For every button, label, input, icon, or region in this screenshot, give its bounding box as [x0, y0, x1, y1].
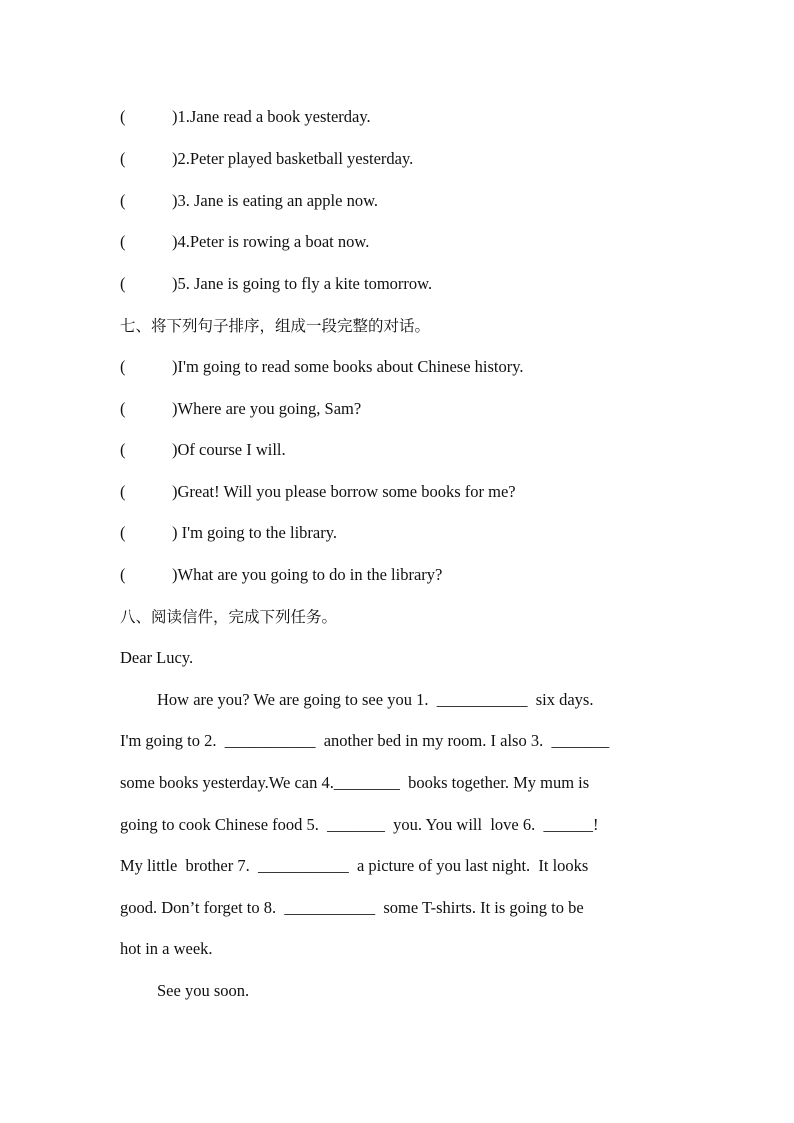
judge-item-text: )4.Peter is rowing a boat now. — [172, 232, 370, 251]
order-item-5 — [120, 523, 337, 543]
order-item-text: )What are you going to do in the library? — [172, 565, 443, 584]
letter-line-1: How are you? We are going to see you 1. ___________ six days. — [157, 690, 594, 709]
answer-blank[interactable]: ( — [120, 523, 126, 542]
order-item-text: )Of course I will. — [172, 440, 286, 459]
letter-closing: See you soon. — [157, 981, 250, 1000]
answer-blank[interactable]: ( — [120, 149, 126, 168]
answer-blank[interactable]: ( — [120, 107, 126, 126]
judge-item-text: )1.Jane read a book yesterday. — [172, 107, 371, 126]
letter-line-5: My little brother 7. ___________ a picture of you last night. It looks — [120, 856, 589, 875]
order-item-4 — [120, 482, 516, 502]
answer-blank[interactable]: ( — [120, 482, 126, 501]
answer-blank[interactable]: ( — [120, 399, 126, 418]
letter-line-3: some books yesterday.We can 4.________ books together. My mum is — [120, 773, 590, 792]
section-7-heading: 七、将下列句子排序，组成一段完整的对话。 — [120, 317, 431, 335]
judge-item-1 — [120, 107, 371, 127]
answer-blank[interactable]: ( — [120, 274, 126, 293]
order-item-text: )I'm going to read some books about Chinese history. — [172, 357, 524, 376]
order-item-text: )Great! Will you please borrow some books for me? — [172, 482, 516, 501]
answer-blank[interactable]: ( — [120, 232, 126, 251]
order-item-3 — [120, 440, 286, 460]
letter-line-4: going to cook Chinese food 5. _______ you. You will love 6. ______! — [120, 815, 599, 834]
order-item-text: )Where are you going, Sam? — [172, 399, 362, 418]
judge-item-4 — [120, 232, 369, 252]
judge-item-text: )3. Jane is eating an apple now. — [172, 191, 379, 210]
letter-line-6: good. Don’t forget to 8. ___________ some T-shirts. It is going to be — [120, 898, 584, 917]
letter-line-2: I'm going to 2. ___________ another bed in my room. I also 3. _______ — [120, 731, 610, 750]
judge-item-3 — [120, 191, 378, 211]
order-item-1 — [120, 357, 524, 377]
answer-blank[interactable]: ( — [120, 191, 126, 210]
answer-blank[interactable]: ( — [120, 357, 126, 376]
letter-line-7: hot in a week. — [120, 939, 213, 958]
order-item-text: ) I'm going to the library. — [172, 523, 338, 542]
judge-item-text: )5. Jane is going to fly a kite tomorrow. — [172, 274, 433, 293]
judge-item-5 — [120, 274, 432, 294]
section-8-heading: 八、阅读信件，完成下列任务。 — [120, 608, 338, 626]
letter-salutation: Dear Lucy. — [120, 648, 194, 667]
judge-item-2 — [120, 149, 413, 169]
judge-item-text: )2.Peter played basketball yesterday. — [172, 149, 414, 168]
answer-blank[interactable]: ( — [120, 565, 126, 584]
order-item-6 — [120, 565, 442, 585]
order-item-2 — [120, 399, 361, 419]
answer-blank[interactable]: ( — [120, 440, 126, 459]
